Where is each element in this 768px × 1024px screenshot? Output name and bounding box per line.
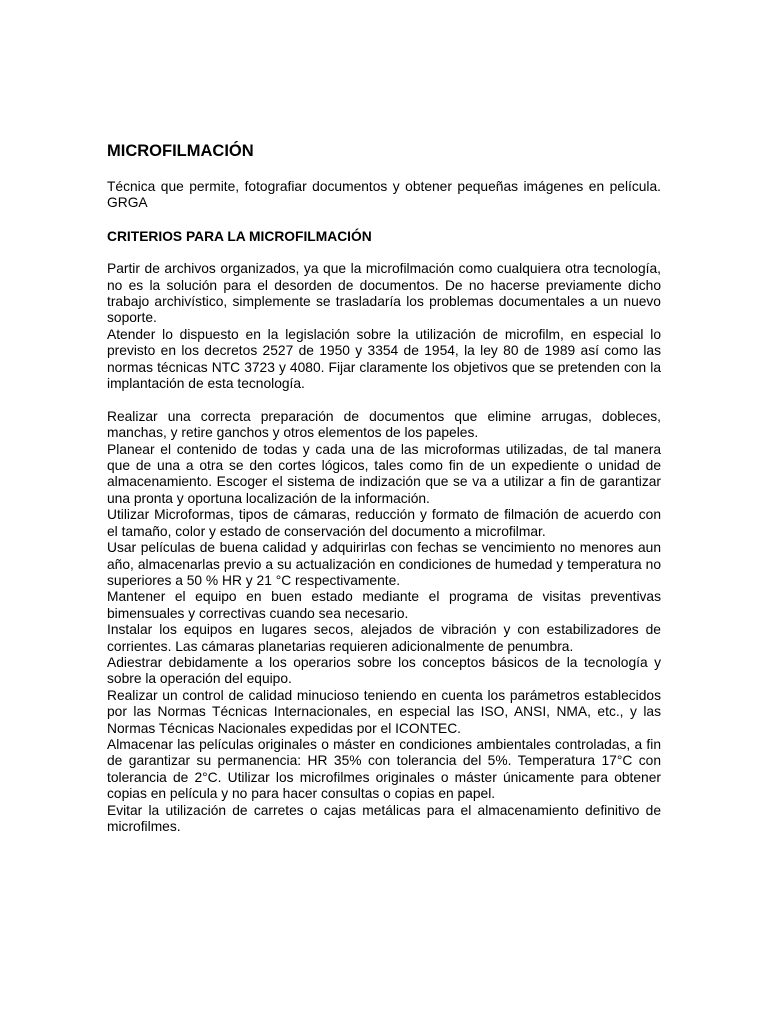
criteria-paragraph: Evitar la utilización de carretes o cajas metálicas para el almacenamiento definitivo de microfilmes. — [107, 802, 661, 835]
criteria-paragraph: Utilizar Microformas, tipos de cámaras, reducción y formato de filmación de acuerdo con el tamaño, color y estado de conservación del documento a microfilmar. — [107, 507, 661, 539]
criteria-paragraph: Usar películas de buena calidad y adquirirlas con fechas se vencimiento no menores aun año, almacenarlas previo a su actualización en condiciones de humedad y temperatura no superiores a 50 % HR y 21 °C respectivamente. — [107, 540, 661, 588]
document-title: MICROFILMACIÓN — [107, 142, 254, 160]
criteria-paragraph: Adiestrar debidamente a los operarios sobre los conceptos básicos de la tecnología y sobre la operación del equipo. — [107, 654, 661, 687]
criteria-paragraph: Planear el contenido de todas y cada una de las microformas utilizadas, de tal manera que de una a otra se den cortes lógicos, tales como fin de un expediente o unidad de almacenamiento. Escoger el sistema de indización que se va a utilizar a fin de garantizar una pronta y oportuna localización de la información. — [107, 441, 661, 506]
criteria-paragraph: Almacenar las películas originales o máster en condiciones ambientales controladas, a fin de garantizar su permanencia: HR 35% con tolerancia del 5%. Temperatura 17°C con tolerancia de 2°C. Utilizar los microfilmes originales o máster únicamente para obtener copias en película y no para hacer consultas o copias en papel. — [107, 736, 661, 802]
criteria-paragraph: Realizar una correcta preparación de documentos que elimine arrugas, dobleces, manchas, y retire ganchos y otros elementos de los papeles. — [107, 408, 661, 441]
document-page — [107, 140, 661, 835]
paragraph-gap — [107, 392, 661, 408]
criteria-paragraph: Atender lo dispuesto en la legislación sobre la utilización de microfilm, en especial lo previsto en los decretos 2527 de 1950 y 3354 de 1954, la ley 80 de 1989 así como las normas técnicas NTC 3723 y 4080. Fijar claramente los objetivos que se pretenden con la implantación de esta tecnología. — [107, 326, 661, 392]
criteria-group-2 — [107, 409, 661, 836]
criteria-paragraph: Realizar un control de calidad minucioso teniendo en cuenta los parámetros establecidos por las Normas Técnicas Internacionales, en especial las ISO, ANSI, NMA, etc., y las Normas Técnicas Nacionales expedidas por el ICONTEC. — [107, 687, 661, 736]
criteria-group-1 — [107, 261, 661, 392]
section-heading: CRITERIOS PARA LA MICROFILMACIÓN — [107, 228, 372, 244]
criteria-paragraph: Mantener el equipo en buen estado mediante el programa de visitas preventivas bimensuales y correctivas cuando sea necesario. — [107, 589, 661, 621]
criteria-paragraph: Partir de archivos organizados, ya que la microfilmación como cualquiera otra tecnología, no es la solución para el desorden de documentos. De no hacerse previamente dicho trabajo archivístico, simplemente se trasladaría los problemas documentales a un nuevo soporte. — [107, 261, 661, 326]
intro-paragraph: Técnica que permite, fotografiar documentos y obtener pequeñas imágenes en película. GRGA — [107, 179, 661, 211]
criteria-paragraph: Instalar los equipos en lugares secos, alejados de vibración y con estabilizadores de corrientes. Las cámaras planetarias requieren adicionalmente de penumbra. — [107, 622, 661, 654]
